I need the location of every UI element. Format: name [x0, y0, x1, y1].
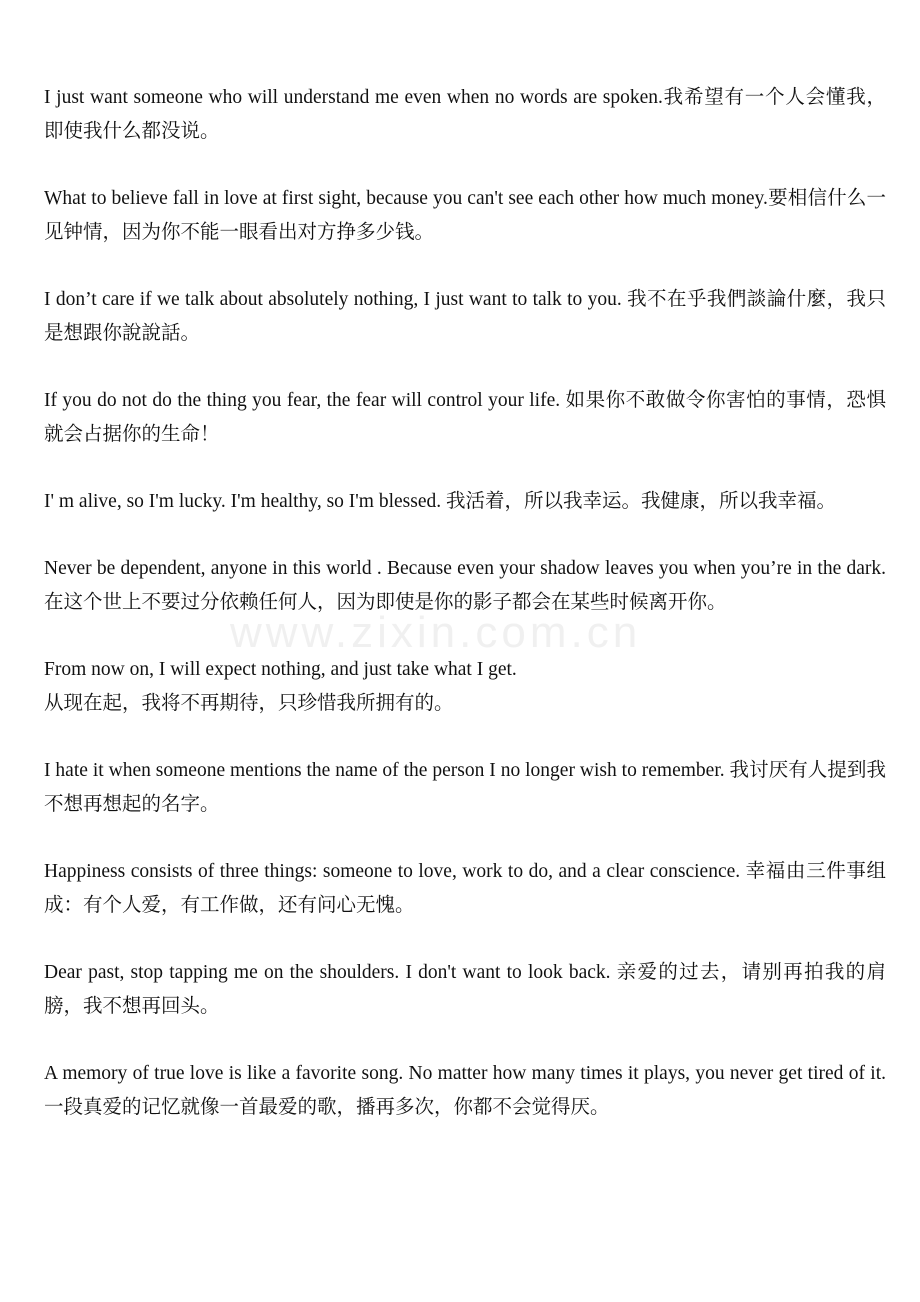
paragraph-9: Happiness consists of three things: someone to love, work to do, and a clear conscience. 幸福由三件事组成：有个人爱，有工作做，还有问心无愧。 — [44, 861, 886, 916]
watermark: www.zixin.com.cn — [230, 608, 642, 657]
paragraph-6: Never be dependent, anyone in this world . Because even your shadow leaves you when you’re in the dark.在这个世上不要过分依赖任何人，因为即使是你的影子都会在某些时候离开你。 — [44, 558, 886, 613]
paragraph-4: If you do not do the thing you fear, the fear will control your life. 如果你不敢做令你害怕的事情，恐惧就会占据你的生命！ — [44, 390, 886, 445]
paragraph-11: A memory of true love is like a favorite song. No matter how many times it plays, you never get tired of it. 一段真爱的记忆就像一首最爱的歌，播再多次，你都不会觉得厌。 — [44, 1063, 886, 1118]
paragraph-5: I' m alive, so I'm lucky. I'm healthy, so I'm blessed. 我活着，所以我幸运。我健康，所以我幸福。 — [44, 491, 836, 512]
paragraph-7-line-2: 从现在起，我将不再期待，只珍惜我所拥有的。 — [44, 693, 454, 714]
paragraph-1: I just want someone who will understand me even when no words are spoken.我希望有一个人会懂我，即使我什么都没说。 — [44, 87, 886, 142]
document-body — [44, 81, 886, 1158]
paragraph-7-line-1: From now on, I will expect nothing, and just take what I get. — [44, 659, 517, 680]
paragraph-8: I hate it when someone mentions the name of the person I no longer wish to remember. 我讨厌有人提到我不想再想起的名字。 — [44, 760, 886, 815]
paragraph-7 — [44, 653, 886, 721]
paragraph-2: What to believe fall in love at first sight, because you can't see each other how much money.要相信什么一见钟情，因为你不能一眼看出对方挣多少钱。 — [44, 188, 886, 243]
paragraph-3: I don’t care if we talk about absolutely nothing, I just want to talk to you. 我不在乎我們談論什麼，我只是想跟你說說話。 — [44, 289, 886, 344]
paragraph-10: Dear past, stop tapping me on the shoulders. I don't want to look back. 亲爱的过去，请别再拍我的肩膀，我不想再回头。 — [44, 962, 886, 1017]
